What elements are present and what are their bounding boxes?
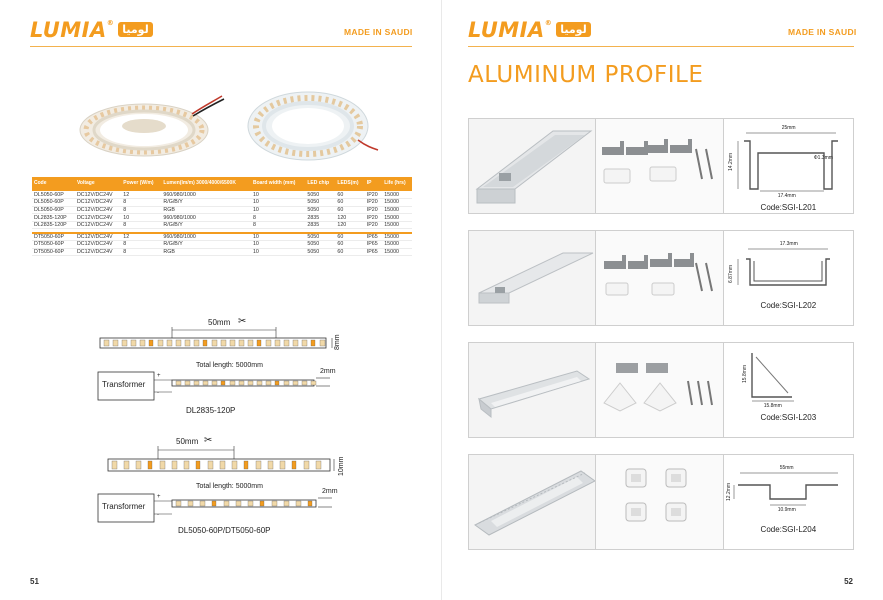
table-cell: 8 (251, 221, 305, 229)
total-length-label: Total length: 5000mm (196, 483, 263, 490)
plus-label: + (157, 494, 161, 500)
dim-inner: 17.4mm (777, 193, 796, 199)
led-chip (275, 340, 280, 346)
brand-logo: LUMIA® لوميا (468, 18, 591, 42)
table-row (32, 233, 412, 241)
led-chip (208, 461, 213, 469)
led-chip (113, 340, 118, 346)
header-rule (468, 46, 854, 47)
cut-point-mark (244, 461, 248, 469)
table-row (32, 206, 412, 214)
table-cell: 5050 (305, 233, 335, 241)
table-cell: 120 (335, 214, 364, 222)
slim-profile-image (469, 231, 596, 325)
led-chip (272, 501, 277, 506)
recessed-profile-image (469, 455, 596, 549)
led-chip (112, 461, 117, 469)
spec-table (32, 177, 412, 256)
cut-length-label: 50mm (208, 318, 231, 327)
accessories-photo (596, 231, 723, 325)
table-cell: 960/980/1000 (161, 214, 251, 222)
led-chip (200, 501, 205, 506)
led-chip (176, 340, 181, 346)
dim-height: 6.87mm (727, 264, 734, 283)
table-cell: DT5050-60P (32, 241, 75, 249)
cut-point-mark (257, 340, 261, 346)
channel-profile-image (469, 119, 596, 213)
table-cell: DC12V/DC24V (75, 241, 121, 249)
dim-width: 15.8mm (763, 403, 782, 409)
table-cell: 5050 (305, 191, 335, 199)
made-in-saudi: MADE IN SAUDI (788, 27, 857, 37)
table-cell: 15000 (382, 233, 412, 241)
table-cell: 10 (251, 248, 305, 256)
led-chip (176, 381, 181, 385)
dim-height: 14.2mm (727, 152, 734, 171)
diagram2-caption: DL5050-60P/DT5050-60P (178, 526, 271, 535)
table-cell: IP20 (365, 206, 382, 214)
cut-point-mark (196, 461, 200, 469)
table-cell: 12 (121, 233, 161, 241)
corner-profile-image (469, 343, 596, 437)
profile-code: Code:SGI-L204 (760, 525, 817, 534)
table-cell: DL5050-60P (32, 199, 75, 207)
table-cell: 2835 (305, 221, 335, 229)
table-cell: IP20 (365, 199, 382, 207)
led-strip-waterproof-reel-photo (240, 80, 380, 172)
led-chip (248, 501, 253, 506)
led-strip-reel-photo (72, 88, 232, 168)
table-header-cell: LEDS(m) (335, 177, 364, 191)
table-row (32, 241, 412, 249)
scissors-icon: ✂ (238, 316, 247, 327)
made-in-saudi: MADE IN SAUDI (344, 27, 413, 37)
dim-inner: 10.9mm (777, 507, 796, 513)
profile-photo (469, 231, 596, 325)
led-chip (194, 340, 199, 346)
led-chip (176, 501, 181, 506)
header-rule (30, 46, 412, 47)
led-chip (293, 381, 298, 385)
brand-logo: LUMIA® لوميا (30, 18, 153, 42)
table-cell: IP65 (365, 233, 382, 241)
dim-height: 12.2mm (725, 482, 732, 501)
led-chip (203, 381, 208, 385)
table-cell: 5050 (305, 241, 335, 249)
profile-drawing (724, 343, 853, 437)
cut-point-mark (308, 501, 312, 506)
profile-drawing (724, 231, 853, 325)
profile-code: Code:SGI-L201 (760, 203, 817, 212)
led-chip (293, 340, 298, 346)
total-length-label: Total length: 5000mm (196, 362, 263, 369)
table-cell: 2835 (305, 214, 335, 222)
led-chip (302, 340, 307, 346)
table-cell: IP20 (365, 191, 382, 199)
table-cell: 8 (121, 221, 161, 229)
table-cell: 10 (251, 191, 305, 199)
profile-row-l201 (468, 118, 854, 214)
table-cell: 60 (335, 248, 364, 256)
cut-point-mark (148, 461, 152, 469)
diagram-dl5050 (0, 434, 441, 544)
table-cell: 60 (335, 233, 364, 241)
table-cell: DC12V/DC24V (75, 233, 121, 241)
profile-photo (469, 119, 596, 213)
table-cell: IP65 (365, 241, 382, 249)
table-cell: 15000 (382, 206, 412, 214)
right-page (442, 0, 883, 600)
dim-hole: Φ1.3mm (813, 155, 833, 161)
led-chip (280, 461, 285, 469)
led-chip (266, 381, 271, 385)
led-chip (236, 501, 241, 506)
table-cell: 8 (121, 199, 161, 207)
table-row (32, 221, 412, 229)
table-cell: 8 (121, 248, 161, 256)
dim-width: 25mm (781, 125, 796, 131)
led-chip (248, 381, 253, 385)
led-chip (184, 461, 189, 469)
table-cell: DC12V/DC24V (75, 221, 121, 229)
table-cell: 15000 (382, 199, 412, 207)
table-cell: 10 (251, 206, 305, 214)
led-chip (131, 340, 136, 346)
table-header-row (32, 177, 412, 191)
profile-photo (469, 343, 596, 437)
table-row (32, 214, 412, 222)
table-cell: DL2835-120P (32, 214, 75, 222)
table-body (32, 191, 412, 256)
table-cell: 120 (335, 221, 364, 229)
table-cell: 60 (335, 241, 364, 249)
led-chip (256, 461, 261, 469)
led-chip (284, 340, 289, 346)
plus-label: + (157, 373, 161, 379)
profile-photo (469, 455, 596, 549)
led-chip (230, 381, 235, 385)
led-chip (167, 340, 172, 346)
table-cell: DC12V/DC24V (75, 206, 121, 214)
transformer-label: Transformer (102, 502, 146, 511)
table-cell: 15000 (382, 221, 412, 229)
cut-point-mark (292, 461, 296, 469)
table-cell: 15000 (382, 248, 412, 256)
led-chip (122, 340, 127, 346)
table-cell: R/G/B/Y (161, 241, 251, 249)
table-row (32, 191, 412, 199)
table-header-cell: LED chip (305, 177, 335, 191)
led-chip (221, 340, 226, 346)
table-cell: R/G/B/Y (161, 221, 251, 229)
led-chip (266, 340, 271, 346)
dim-width: 17.3mm (779, 241, 798, 247)
led-chip (212, 381, 217, 385)
profile-code: Code:SGI-L203 (760, 413, 817, 422)
led-chip (104, 340, 109, 346)
led-chip (220, 461, 225, 469)
led-chip (268, 461, 273, 469)
minus-label: - (157, 512, 159, 518)
table-cell: 12 (121, 191, 161, 199)
dim-width: 55mm (779, 465, 794, 471)
dim-height: 15.8mm (741, 364, 748, 383)
table-cell: IP20 (365, 214, 382, 222)
table-cell: RGB (161, 206, 251, 214)
profile-row-l204 (468, 454, 854, 550)
profile-drawing (724, 119, 853, 213)
width-label: 8mm (334, 334, 341, 350)
led-chip (194, 381, 199, 385)
table-cell: 960/980/1000 (161, 191, 251, 199)
minus-label: - (157, 390, 159, 396)
table-header-cell: Board width (mm) (251, 177, 305, 191)
led-chip (140, 340, 145, 346)
table-cell: 5050 (305, 199, 335, 207)
thickness-label: 2mm (322, 488, 338, 495)
page-number: 51 (30, 577, 39, 586)
table-cell: 15000 (382, 191, 412, 199)
cut-point-mark (203, 340, 207, 346)
page-title: ALUMINUM PROFILE (468, 62, 704, 88)
table-header-cell: Power (W/m) (121, 177, 161, 191)
cut-point-mark (275, 381, 279, 385)
led-chip (239, 340, 244, 346)
table-cell: R/G/B/Y (161, 199, 251, 207)
cut-length-label: 50mm (176, 437, 199, 446)
table-row (32, 199, 412, 207)
clips-and-screws-image (596, 231, 723, 325)
led-chip (284, 381, 289, 385)
table-cell: 5050 (305, 206, 335, 214)
table-cell: 10 (251, 233, 305, 241)
table-cell: DL5050-60P (32, 191, 75, 199)
led-chip (188, 501, 193, 506)
table-cell: 960/980/1000 (161, 233, 251, 241)
table-cell: DC12V/DC24V (75, 248, 121, 256)
cut-point-mark (221, 381, 225, 385)
profile-drawing (724, 455, 853, 549)
table-cell: IP65 (365, 248, 382, 256)
table-cell: 8 (121, 206, 161, 214)
led-chip (257, 381, 262, 385)
table-row (32, 248, 412, 256)
cross-section-drawing (724, 343, 853, 437)
table-cell: 60 (335, 199, 364, 207)
led-chip (232, 461, 237, 469)
page-number: 52 (844, 577, 853, 586)
led-chip (304, 461, 309, 469)
profile-row-l203 (468, 342, 854, 438)
scissors-icon: ✂ (204, 435, 213, 446)
accessories-photo (596, 343, 723, 437)
profile-code: Code:SGI-L202 (760, 301, 817, 310)
table-cell: DC12V/DC24V (75, 191, 121, 199)
end-caps-image (596, 455, 723, 549)
accessories-photo (596, 455, 723, 549)
cut-point-mark (311, 340, 315, 346)
table-cell: DC12V/DC24V (75, 214, 121, 222)
table-cell: 60 (335, 206, 364, 214)
led-chip (224, 501, 229, 506)
led-chip (302, 381, 307, 385)
table-cell: IP20 (365, 221, 382, 229)
table-header-cell: Life (hrs) (382, 177, 412, 191)
left-page (0, 0, 441, 600)
accessories-photo (596, 119, 723, 213)
profile-row-l202 (468, 230, 854, 326)
table-cell: 10 (121, 214, 161, 222)
table-cell: RGB (161, 248, 251, 256)
clips-and-screws-image (596, 119, 723, 213)
cut-point-mark (260, 501, 264, 506)
table-cell: 10 (251, 199, 305, 207)
led-chip (172, 461, 177, 469)
led-chip (185, 381, 190, 385)
led-chip (136, 461, 141, 469)
diagram1-caption: DL2835-120P (186, 406, 236, 415)
led-chip (296, 501, 301, 506)
led-chip (284, 501, 289, 506)
table-header-cell: Lumen(lm/m) 3000/4000/6500K (161, 177, 251, 191)
thickness-label: 2mm (320, 368, 336, 375)
table-header-cell: Code (32, 177, 75, 191)
led-chip (311, 381, 316, 385)
table-cell: 5050 (305, 248, 335, 256)
led-chip (158, 340, 163, 346)
diagram-dl2835 (0, 310, 441, 420)
table-header-cell: Voltage (75, 177, 121, 191)
led-chip (124, 461, 129, 469)
led-chip (212, 340, 217, 346)
led-chip (320, 340, 325, 346)
table-cell: 15000 (382, 214, 412, 222)
table-cell: 60 (335, 191, 364, 199)
led-chip (185, 340, 190, 346)
table-cell: 8 (251, 214, 305, 222)
transformer-label: Transformer (102, 380, 146, 389)
table-cell: 10 (251, 241, 305, 249)
led-chip (239, 381, 244, 385)
led-chip (230, 340, 235, 346)
width-label: 10mm (338, 456, 345, 476)
led-chip (160, 461, 165, 469)
table-cell: DT5050-60P (32, 233, 75, 241)
corner-caps-and-screws-image (596, 343, 723, 437)
table-cell: 15000 (382, 241, 412, 249)
table-cell: DL5050-60P (32, 206, 75, 214)
led-chip (248, 340, 253, 346)
led-chip (316, 461, 321, 469)
table-header-cell: IP (365, 177, 382, 191)
cut-point-mark (212, 501, 216, 506)
table-cell: DT5050-60P (32, 248, 75, 256)
table-cell: DL2835-120P (32, 221, 75, 229)
table-cell: 8 (121, 241, 161, 249)
table-cell: DC12V/DC24V (75, 199, 121, 207)
cut-point-mark (149, 340, 153, 346)
